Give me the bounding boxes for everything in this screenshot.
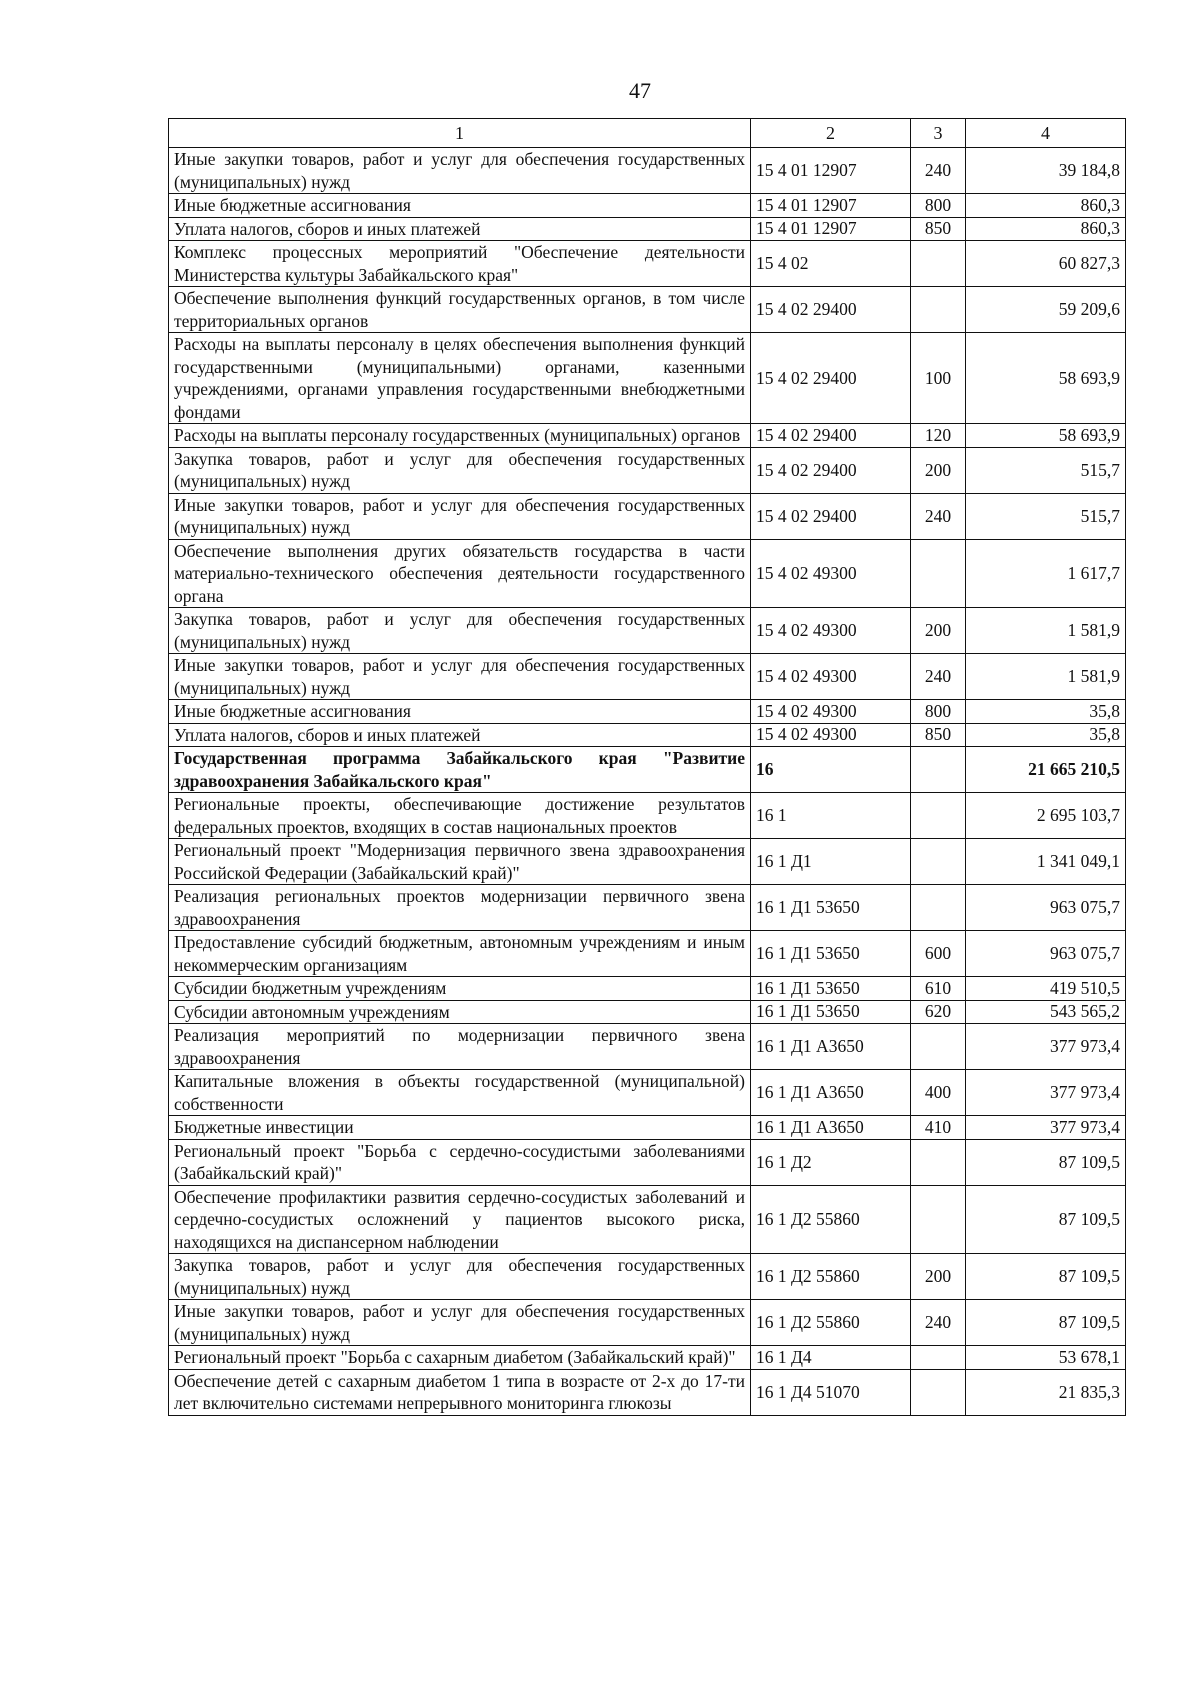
row-type-cell bbox=[911, 793, 966, 839]
row-code-cell: 16 1 Д1 53650 bbox=[751, 977, 911, 1001]
row-type-cell: 200 bbox=[911, 608, 966, 654]
budget-table bbox=[168, 118, 1126, 1416]
row-type-cell: 200 bbox=[911, 447, 966, 493]
row-amount-cell: 59 209,6 bbox=[966, 287, 1126, 333]
row-type-cell bbox=[911, 1346, 966, 1370]
table-row bbox=[169, 885, 1126, 931]
row-name-cell: Обеспечение детей с сахарным диабетом 1 типа в возрасте от 2-х до 17-ти лет включительно системами непрерывного мониторинга глюкозы bbox=[169, 1369, 751, 1415]
table-row bbox=[169, 1070, 1126, 1116]
row-code-cell: 16 1 Д2 55860 bbox=[751, 1300, 911, 1346]
row-amount-cell: 377 973,4 bbox=[966, 1024, 1126, 1070]
row-amount-cell: 39 184,8 bbox=[966, 148, 1126, 194]
row-type-cell bbox=[911, 1369, 966, 1415]
row-type-cell bbox=[911, 1139, 966, 1185]
row-type-cell bbox=[911, 839, 966, 885]
row-type-cell bbox=[911, 241, 966, 287]
row-name-cell: Обеспечение выполнения других обязательств государства в части материально-технического обеспечения деятельности государственного органа bbox=[169, 539, 751, 608]
table-row bbox=[169, 539, 1126, 608]
row-code-cell: 16 bbox=[751, 747, 911, 793]
column-header: 3 bbox=[911, 119, 966, 148]
row-code-cell: 15 4 02 49300 bbox=[751, 654, 911, 700]
page-number: 47 bbox=[629, 78, 651, 103]
row-name-cell: Закупка товаров, работ и услуг для обеспечения государственных (муниципальных) нужд bbox=[169, 1254, 751, 1300]
row-code-cell: 16 1 bbox=[751, 793, 911, 839]
row-amount-cell: 515,7 bbox=[966, 493, 1126, 539]
row-name-cell: Закупка товаров, работ и услуг для обеспечения государственных (муниципальных) нужд bbox=[169, 608, 751, 654]
table-row bbox=[169, 723, 1126, 747]
row-code-cell: 15 4 02 49300 bbox=[751, 539, 911, 608]
row-name-cell: Расходы на выплаты персоналу в целях обеспечения выполнения функций государственными (муниципальными) органами, казенными учреждениями, органами управления государственными внебюджетными фондами bbox=[169, 333, 751, 424]
row-name-cell: Иные закупки товаров, работ и услуг для обеспечения государственных (муниципальных) нужд bbox=[169, 654, 751, 700]
row-type-cell: 410 bbox=[911, 1116, 966, 1140]
row-code-cell: 16 1 Д4 51070 bbox=[751, 1369, 911, 1415]
row-name-cell: Иные закупки товаров, работ и услуг для обеспечения государственных (муниципальных) нужд bbox=[169, 148, 751, 194]
row-amount-cell: 1 617,7 bbox=[966, 539, 1126, 608]
row-name-cell: Субсидии автономным учреждениям bbox=[169, 1000, 751, 1024]
row-name-cell: Иные закупки товаров, работ и услуг для обеспечения государственных (муниципальных) нужд bbox=[169, 1300, 751, 1346]
row-amount-cell: 377 973,4 bbox=[966, 1116, 1126, 1140]
row-type-cell bbox=[911, 747, 966, 793]
table-row bbox=[169, 1000, 1126, 1024]
row-type-cell: 620 bbox=[911, 1000, 966, 1024]
row-amount-cell: 419 510,5 bbox=[966, 977, 1126, 1001]
table-row bbox=[169, 1185, 1126, 1254]
row-code-cell: 15 4 01 12907 bbox=[751, 148, 911, 194]
row-type-cell: 240 bbox=[911, 654, 966, 700]
row-amount-cell: 515,7 bbox=[966, 447, 1126, 493]
row-amount-cell: 87 109,5 bbox=[966, 1139, 1126, 1185]
table-row bbox=[169, 447, 1126, 493]
row-name-cell: Уплата налогов, сборов и иных платежей bbox=[169, 217, 751, 241]
row-amount-cell: 963 075,7 bbox=[966, 931, 1126, 977]
row-type-cell: 800 bbox=[911, 194, 966, 218]
row-name-cell: Субсидии бюджетным учреждениям bbox=[169, 977, 751, 1001]
row-type-cell bbox=[911, 539, 966, 608]
table-row bbox=[169, 1254, 1126, 1300]
row-type-cell bbox=[911, 1185, 966, 1254]
row-code-cell: 16 1 Д1 53650 bbox=[751, 885, 911, 931]
row-code-cell: 15 4 02 49300 bbox=[751, 723, 911, 747]
row-type-cell: 400 bbox=[911, 1070, 966, 1116]
row-name-cell: Комплекс процессных мероприятий "Обеспечение деятельности Министерства культуры Забайкальского края" bbox=[169, 241, 751, 287]
row-amount-cell: 543 565,2 bbox=[966, 1000, 1126, 1024]
row-name-cell: Региональный проект "Модернизация первичного звена здравоохранения Российской Федерации (Забайкальский край)" bbox=[169, 839, 751, 885]
row-type-cell: 850 bbox=[911, 723, 966, 747]
row-type-cell: 200 bbox=[911, 1254, 966, 1300]
row-amount-cell: 87 109,5 bbox=[966, 1254, 1126, 1300]
table-row bbox=[169, 241, 1126, 287]
row-amount-cell: 35,8 bbox=[966, 700, 1126, 724]
column-header: 4 bbox=[966, 119, 1126, 148]
row-code-cell: 15 4 02 29400 bbox=[751, 493, 911, 539]
row-code-cell: 16 1 Д2 55860 bbox=[751, 1185, 911, 1254]
table-row bbox=[169, 493, 1126, 539]
row-amount-cell: 87 109,5 bbox=[966, 1300, 1126, 1346]
row-name-cell: Иные закупки товаров, работ и услуг для обеспечения государственных (муниципальных) нужд bbox=[169, 493, 751, 539]
table-row bbox=[169, 793, 1126, 839]
row-name-cell: Региональный проект "Борьба с сахарным диабетом (Забайкальский край)" bbox=[169, 1346, 751, 1370]
row-name-cell: Обеспечение выполнения функций государственных органов, в том числе территориальных органов bbox=[169, 287, 751, 333]
table-row bbox=[169, 1116, 1126, 1140]
table-row bbox=[169, 1369, 1126, 1415]
row-amount-cell: 21 665 210,5 bbox=[966, 747, 1126, 793]
row-code-cell: 15 4 02 29400 bbox=[751, 424, 911, 448]
row-type-cell: 610 bbox=[911, 977, 966, 1001]
row-name-cell: Предоставление субсидий бюджетным, автономным учреждениям и иным некоммерческим организациям bbox=[169, 931, 751, 977]
table-row bbox=[169, 700, 1126, 724]
row-code-cell: 16 1 Д2 55860 bbox=[751, 1254, 911, 1300]
table-row bbox=[169, 608, 1126, 654]
row-code-cell: 16 1 Д1 53650 bbox=[751, 1000, 911, 1024]
row-amount-cell: 58 693,9 bbox=[966, 333, 1126, 424]
table-row bbox=[169, 217, 1126, 241]
table-row bbox=[169, 1139, 1126, 1185]
row-code-cell: 15 4 01 12907 bbox=[751, 194, 911, 218]
row-amount-cell: 377 973,4 bbox=[966, 1070, 1126, 1116]
column-header: 2 bbox=[751, 119, 911, 148]
row-name-cell: Иные бюджетные ассигнования bbox=[169, 194, 751, 218]
row-name-cell: Иные бюджетные ассигнования bbox=[169, 700, 751, 724]
row-type-cell bbox=[911, 287, 966, 333]
row-amount-cell: 860,3 bbox=[966, 194, 1126, 218]
row-amount-cell: 21 835,3 bbox=[966, 1369, 1126, 1415]
row-type-cell: 600 bbox=[911, 931, 966, 977]
row-name-cell: Реализация региональных проектов модернизации первичного звена здравоохранения bbox=[169, 885, 751, 931]
row-amount-cell: 1 341 049,1 bbox=[966, 839, 1126, 885]
row-name-cell: Закупка товаров, работ и услуг для обеспечения государственных (муниципальных) нужд bbox=[169, 447, 751, 493]
row-name-cell: Обеспечение профилактики развития сердечно-сосудистых заболеваний и сердечно-сосудистых осложнений у пациентов высокого риска, находящихся на диспансерном наблюдении bbox=[169, 1185, 751, 1254]
row-code-cell: 16 1 Д1 53650 bbox=[751, 931, 911, 977]
table-row bbox=[169, 424, 1126, 448]
row-type-cell bbox=[911, 885, 966, 931]
row-code-cell: 16 1 Д4 bbox=[751, 1346, 911, 1370]
row-amount-cell: 58 693,9 bbox=[966, 424, 1126, 448]
table-row bbox=[169, 1024, 1126, 1070]
row-amount-cell: 1 581,9 bbox=[966, 608, 1126, 654]
row-code-cell: 15 4 02 29400 bbox=[751, 333, 911, 424]
row-type-cell: 100 bbox=[911, 333, 966, 424]
row-type-cell bbox=[911, 1024, 966, 1070]
row-amount-cell: 87 109,5 bbox=[966, 1185, 1126, 1254]
column-header: 1 bbox=[169, 119, 751, 148]
row-code-cell: 15 4 01 12907 bbox=[751, 217, 911, 241]
row-amount-cell: 1 581,9 bbox=[966, 654, 1126, 700]
table-row bbox=[169, 1300, 1126, 1346]
row-type-cell: 240 bbox=[911, 1300, 966, 1346]
row-type-cell: 120 bbox=[911, 424, 966, 448]
row-name-cell: Бюджетные инвестиции bbox=[169, 1116, 751, 1140]
row-code-cell: 16 1 Д2 bbox=[751, 1139, 911, 1185]
table-row bbox=[169, 1346, 1126, 1370]
table-row bbox=[169, 194, 1126, 218]
row-code-cell: 15 4 02 49300 bbox=[751, 700, 911, 724]
table-row bbox=[169, 977, 1126, 1001]
table-row bbox=[169, 333, 1126, 424]
row-amount-cell: 963 075,7 bbox=[966, 885, 1126, 931]
row-name-cell: Расходы на выплаты персоналу государственных (муниципальных) органов bbox=[169, 424, 751, 448]
row-type-cell: 800 bbox=[911, 700, 966, 724]
row-code-cell: 16 1 Д1 А3650 bbox=[751, 1024, 911, 1070]
row-code-cell: 15 4 02 29400 bbox=[751, 287, 911, 333]
row-code-cell: 16 1 Д1 А3650 bbox=[751, 1116, 911, 1140]
row-type-cell: 240 bbox=[911, 148, 966, 194]
table-row bbox=[169, 654, 1126, 700]
row-code-cell: 15 4 02 29400 bbox=[751, 447, 911, 493]
row-name-cell: Региональные проекты, обеспечивающие достижение результатов федеральных проектов, входящих в состав национальных проектов bbox=[169, 793, 751, 839]
row-name-cell: Уплата налогов, сборов и иных платежей bbox=[169, 723, 751, 747]
row-type-cell: 850 bbox=[911, 217, 966, 241]
row-name-cell: Региональный проект "Борьба с сердечно-сосудистыми заболеваниями (Забайкальский край)" bbox=[169, 1139, 751, 1185]
row-amount-cell: 2 695 103,7 bbox=[966, 793, 1126, 839]
row-name-cell: Реализация мероприятий по модернизации первичного звена здравоохранения bbox=[169, 1024, 751, 1070]
row-amount-cell: 60 827,3 bbox=[966, 241, 1126, 287]
row-code-cell: 16 1 Д1 А3650 bbox=[751, 1070, 911, 1116]
table-row bbox=[169, 747, 1126, 793]
row-amount-cell: 35,8 bbox=[966, 723, 1126, 747]
table-row bbox=[169, 931, 1126, 977]
row-code-cell: 16 1 Д1 bbox=[751, 839, 911, 885]
table-row bbox=[169, 839, 1126, 885]
table-header-row bbox=[169, 119, 1126, 148]
row-amount-cell: 860,3 bbox=[966, 217, 1126, 241]
row-name-cell: Капитальные вложения в объекты государственной (муниципальной) собственности bbox=[169, 1070, 751, 1116]
table-row bbox=[169, 287, 1126, 333]
row-code-cell: 15 4 02 49300 bbox=[751, 608, 911, 654]
row-type-cell: 240 bbox=[911, 493, 966, 539]
row-name-cell: Государственная программа Забайкальского края "Развитие здравоохранения Забайкальского края" bbox=[169, 747, 751, 793]
table-row bbox=[169, 148, 1126, 194]
row-code-cell: 15 4 02 bbox=[751, 241, 911, 287]
row-amount-cell: 53 678,1 bbox=[966, 1346, 1126, 1370]
